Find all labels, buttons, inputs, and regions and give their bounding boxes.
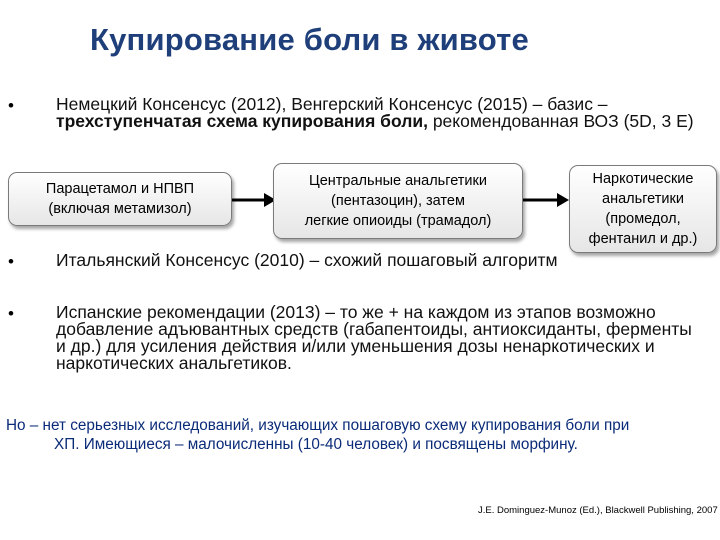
step-line: (промедол, xyxy=(605,211,681,227)
step-line: (включая метамизол) xyxy=(48,201,192,217)
step-line: фентанил и др.) xyxy=(588,231,698,247)
step-box-3 xyxy=(569,165,717,253)
slide-title: Купирование боли в животе xyxy=(90,22,529,57)
step-box-1-text xyxy=(46,179,194,219)
step-box-3-text xyxy=(589,169,698,249)
step-line: Наркотические xyxy=(592,171,694,187)
bullet-text-part: Немецкий Консенсус (2012), Венгерский Консенсус (2015) – базис – xyxy=(56,94,608,114)
step-line: Центральные анальгетики xyxy=(308,173,487,189)
arrow-right-icon xyxy=(523,190,569,210)
bullet-text-bold: трехступенчатая схема купирования боли, xyxy=(56,111,428,131)
bullet-marker: • xyxy=(8,252,14,271)
step-line: анальгетики xyxy=(602,191,684,207)
bullet-marker: • xyxy=(8,96,14,115)
bullet-text-german-hungarian xyxy=(56,96,716,130)
step-box-2 xyxy=(273,163,523,239)
step-box-1 xyxy=(8,172,232,226)
bullet-text-italian: Итальянский Консенсус (2010) – схожий пошаговый алгоритм xyxy=(56,250,558,270)
step-box-2-text xyxy=(305,171,492,231)
arrow-right-icon xyxy=(232,190,276,210)
step-line: легкие опиоиды (трамадол) xyxy=(304,213,492,229)
citation: J.E. Dominguez-Munoz (Ed.), Blackwell Publishing, 2007 xyxy=(478,505,718,516)
step-line: Парацетамол и НПВП xyxy=(45,181,195,197)
bullet-text-part: рекомендованная ВОЗ (5D, 3 E) xyxy=(427,111,694,131)
note-line-1: Но – нет серьезных исследований, изучающих пошаговую схему купирования боли при xyxy=(6,417,630,434)
step-line: (пентазоцин), затем xyxy=(331,193,465,209)
note-line-2: ХП. Имеющиеся – малочисленны (10-40 человек) и посвящены морфину. xyxy=(54,436,578,453)
note-text xyxy=(6,416,711,454)
bullet-marker: • xyxy=(8,304,14,323)
bullet-text-spanish: Испанские рекомендации (2013) – то же + на каждом из этапов возможно добавление адъювантных средств (габапентоиды, антиоксиданты, ферменты и др.) для усиления действия и/или уменьшения дозы ненаркотических и наркотических анальгетиков. xyxy=(56,302,692,373)
